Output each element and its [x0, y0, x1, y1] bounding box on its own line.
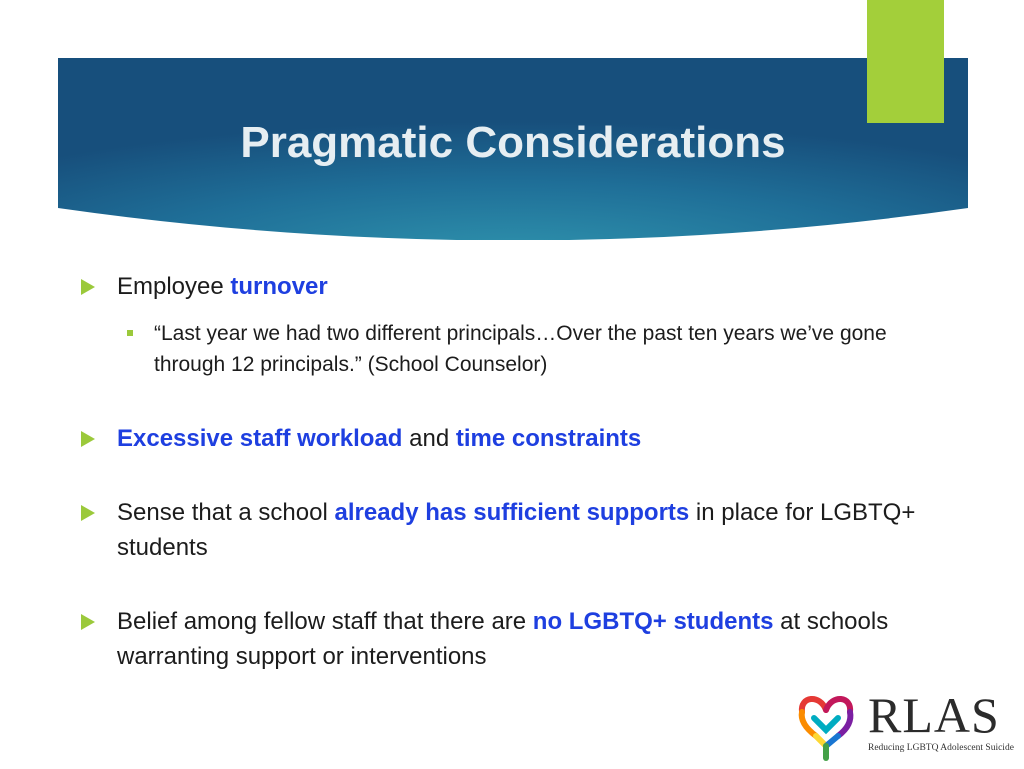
bullet-highlight: turnover: [230, 273, 328, 300]
bullet-arrow-icon: [81, 614, 95, 630]
heart-knot-icon: [790, 688, 862, 764]
bullet-item: [117, 269, 957, 304]
rlas-logo: [790, 688, 1020, 764]
bullet-arrow-icon: [81, 431, 95, 447]
bullet-text: at schools warranting support or interventions: [117, 608, 889, 670]
slide-title: Pragmatic Considerations: [240, 118, 786, 167]
bullet-text: in place for LGBTQ+ students: [117, 499, 916, 561]
bullet-highlight: Excessive staff workload: [117, 425, 403, 452]
bullet-item: [117, 421, 957, 456]
sub-bullet-square-icon: [127, 330, 133, 336]
logo-tagline: Reducing LGBTQ Adolescent Suicide: [868, 743, 1014, 753]
bullet-text: Sense that a school: [117, 499, 335, 526]
bullet-item: [117, 495, 957, 565]
bullet-text: Belief among fellow staff that there are: [117, 608, 533, 635]
sub-bullet-quote: “Last year we had two different principals…Over the past ten years we’ve gone through 12 principals.” (School Counselor): [154, 322, 887, 376]
bullet-highlight: no LGBTQ+ students: [532, 608, 774, 635]
bullet-text: and: [402, 425, 456, 452]
logo-wordmark: RLAS: [868, 687, 1000, 743]
bullet-arrow-icon: [81, 279, 95, 295]
bullet-highlight: time constraints: [455, 425, 642, 452]
bullet-text: Employee: [117, 273, 231, 300]
bullet-arrow-icon: [81, 505, 95, 521]
bullet-highlight: already has sufficient supports: [334, 499, 690, 526]
bullet-item: [117, 604, 957, 674]
